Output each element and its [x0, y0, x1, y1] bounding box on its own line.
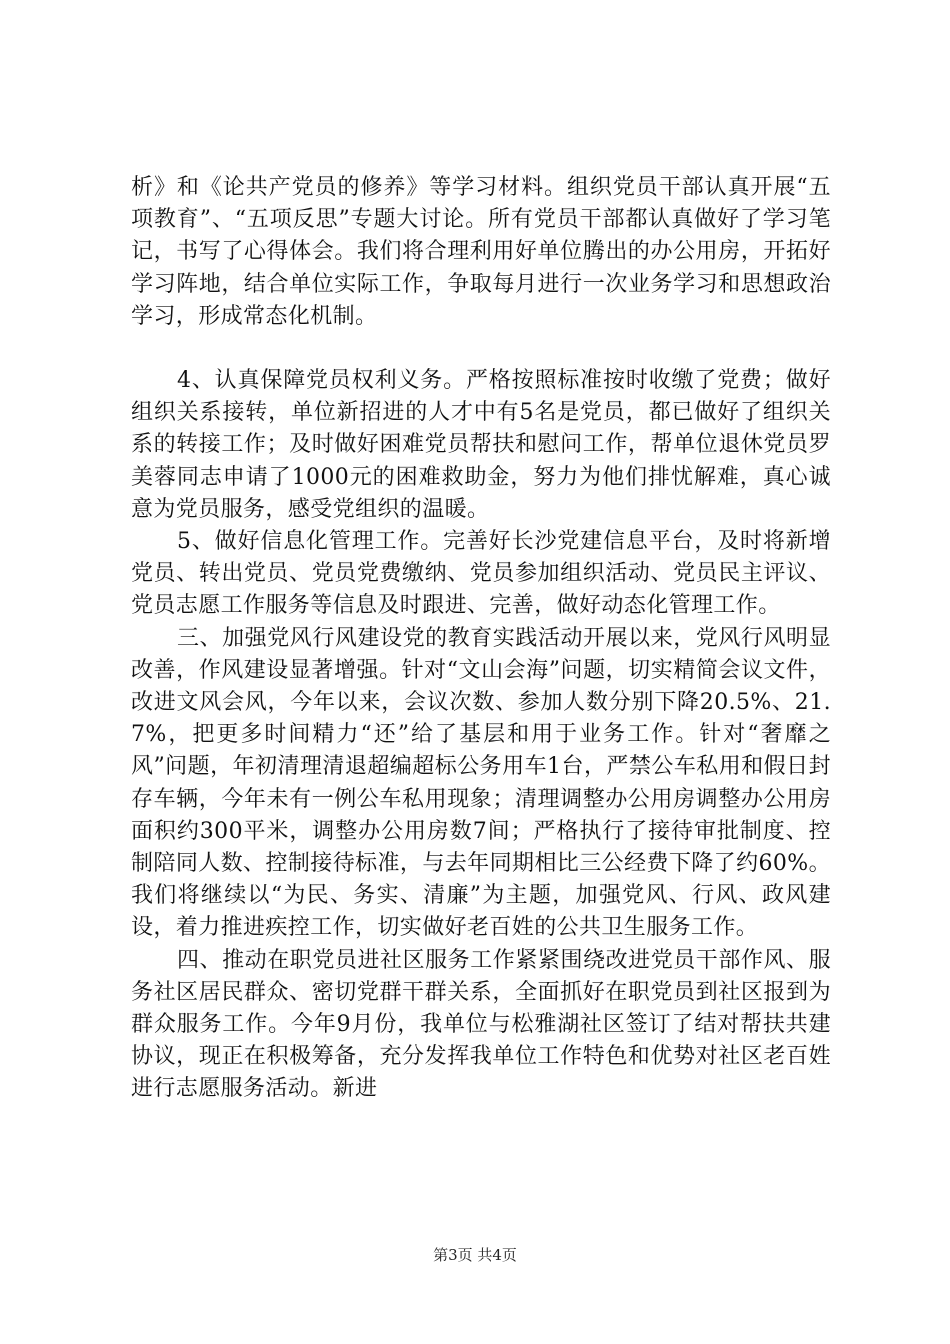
document-body [131, 172, 831, 1106]
page-footer: 第3页 共4页 [433, 1246, 517, 1264]
paragraph-member-rights: 4、认真保障党员权利义务。严格按照标准按时收缴了党费；做好组织关系接转，单位新招进的人才中有5名是党员，都已做好了组织关系的转接工作；及时做好困难党员帮扶和慰问工作，帮单位退休党员罗美蓉同志申请了1000元的困难救助金，努力为他们排忧解难，真心诚意为党员服务，感受党组织的温暖。 [131, 368, 831, 522]
paragraph-community-service: 四、推动在职党员进社区服务工作紧紧围绕改进党员干部作风、服务社区居民群众、密切党群干群关系，全面抓好在职党员到社区报到为群众服务工作。今年9月份，我单位与松雅湖社区签订了结对帮扶共建协议，现正在积极筹备，充分发挥我单位工作特色和优势对社区老百姓进行志愿服务活动。新进 [131, 947, 831, 1102]
paragraph-style-construction: 三、加强党风行风建设党的教育实践活动开展以来，党风行风明显改善，作风建设显著增强。针对“文山会海”问题，切实精简会议文件，改进文风会风，今年以来，会议次数、参加人数分别下降20.5%、21.7%，把更多时间精力“还”给了基层和用于业务工作。针对“奢靡之风”问题，年初清理清退超编超标公务用车1台，严禁公车私用和假日封存车辆，今年未有一例公车私用现象；清理调整办公用房调整办公用房面积约300平米，调整办公用房数7间；严格执行了接待审批制度、控制陪同人数、控制接待标准，与去年同期相比三公经费下降了约60%。我们将继续以“为民、务实、清廉”为主题，加强党风、行风、政风建设，着力推进疾控工作，切实做好老百姓的公共卫生服务工作。 [131, 625, 831, 941]
paragraph-study-materials: 析》和《论共产党员的修养》等学习材料。组织党员干部认真开展“五项教育”、“五项反思”专题大讨论。所有党员干部都认真做好了学习笔记，书写了心得体会。我们将合理利用好单位腾出的办公用房，开拓好学习阵地，结合单位实际工作，争取每月进行一次业务学习和思想政治学习，形成常态化机制。 [131, 175, 831, 329]
paragraph-information-management: 5、做好信息化管理工作。完善好长沙党建信息平台，及时将新增党员、转出党员、党员党费缴纳、党员参加组织活动、党员民主评议、党员志愿工作服务等信息及时跟进、完善，做好动态化管理工作。 [131, 529, 831, 619]
